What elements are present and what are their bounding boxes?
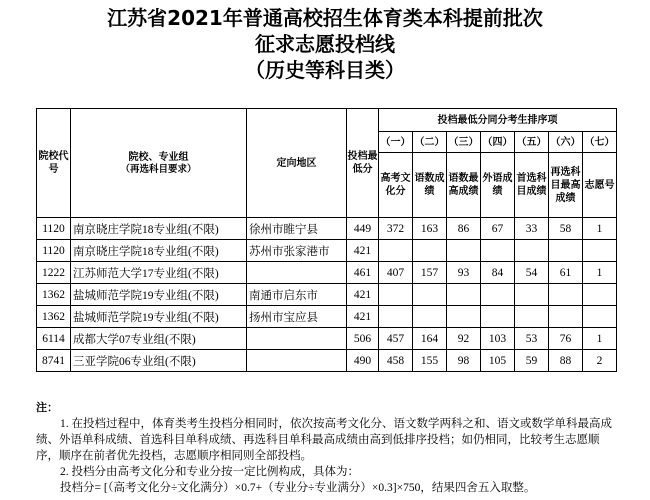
notes-heading: 注：	[36, 401, 58, 414]
cell-code: 8741	[37, 350, 71, 372]
cell-c7: 1	[583, 328, 617, 350]
header-rank: （二）	[413, 132, 447, 153]
cell-c3	[447, 240, 481, 262]
cell-c4: 105	[481, 350, 515, 372]
cell-c7	[583, 306, 617, 328]
header-item: 外语成绩	[481, 153, 515, 218]
cell-score: 449	[347, 218, 379, 240]
table-row	[37, 284, 617, 306]
cell-c4: 84	[481, 262, 515, 284]
header-region: 定向地区	[247, 109, 347, 218]
note-formula: 投档分= [（高考文化分÷文化满分）×0.7+（专业分÷专业满分）×0.3]×750，结果四舍五入取整。	[60, 482, 536, 494]
cell-c1	[379, 240, 413, 262]
cell-code: 1222	[37, 262, 71, 284]
cell-c6: 88	[549, 350, 583, 372]
cell-c2: 164	[413, 328, 447, 350]
cell-c6: 76	[549, 328, 583, 350]
cell-region: 扬州市宝应县	[247, 306, 347, 328]
cell-region	[247, 262, 347, 284]
cell-school: 江苏师范大学17专业组(不限)	[71, 262, 247, 284]
cell-score: 461	[347, 262, 379, 284]
cell-c5: 59	[515, 350, 549, 372]
cell-c1: 457	[379, 328, 413, 350]
header-min-score: 投档最低分	[347, 109, 379, 218]
table-row	[37, 328, 617, 350]
cell-c2: 155	[413, 350, 447, 372]
cell-c4	[481, 284, 515, 306]
cell-school: 南京晓庄学院18专业组(不限)	[71, 218, 247, 240]
cell-score: 421	[347, 306, 379, 328]
cell-c5	[515, 306, 549, 328]
cell-c6: 58	[549, 218, 583, 240]
cell-score: 421	[347, 284, 379, 306]
cell-c5: 33	[515, 218, 549, 240]
cell-c7: 1	[583, 262, 617, 284]
cell-c4	[481, 240, 515, 262]
cell-c1: 407	[379, 262, 413, 284]
header-rank: （一）	[379, 132, 413, 153]
header-item: 高考文化分	[379, 153, 413, 218]
cell-c4: 103	[481, 328, 515, 350]
cell-c5: 53	[515, 328, 549, 350]
cell-c3	[447, 284, 481, 306]
cell-school: 盐城师范学院19专业组(不限)	[71, 306, 247, 328]
cell-code: 1362	[37, 306, 71, 328]
cell-code: 1120	[37, 218, 71, 240]
header-rank: （四）	[481, 132, 515, 153]
cell-c4: 67	[481, 218, 515, 240]
cell-c6: 61	[549, 262, 583, 284]
header-item: 语数最高成绩	[447, 153, 481, 218]
note-1: 1. 在投档过程中，体育类考生投档分相同时，依次按高考文化分、语文数学两科之和、语文或数学单科最高成绩、外语单科成绩、首选科目单科成绩、再选科目单科最高成绩由高到低排序投档；如仍相同，比较考生志愿顺序，顺序在前者优先投档，志愿顺序相同则全部投档。	[36, 418, 612, 462]
cell-c3: 86	[447, 218, 481, 240]
notes-section	[36, 400, 620, 496]
cell-score: 506	[347, 328, 379, 350]
cell-c7: 1	[583, 218, 617, 240]
cell-region: 徐州市睢宁县	[247, 218, 347, 240]
title-line-1: 江苏省2021年普通高校招生体育类本科提前批次	[107, 6, 543, 30]
header-item: 再选科目最高成绩	[549, 153, 583, 218]
cell-school: 盐城师范学院19专业组(不限)	[71, 284, 247, 306]
header-rank: （六）	[549, 132, 583, 153]
header-school-label: 院校、专业组	[128, 151, 189, 163]
cell-c3: 93	[447, 262, 481, 284]
cell-c3: 98	[447, 350, 481, 372]
title-line-2: 征求志愿投档线	[255, 32, 395, 56]
note-2: 2. 投档分由高考文化分和专业分按一定比例构成，具体为：	[60, 466, 359, 478]
cell-code: 6114	[37, 328, 71, 350]
cell-school: 南京晓庄学院18专业组(不限)	[71, 240, 247, 262]
cell-code: 1362	[37, 284, 71, 306]
cell-c2: 157	[413, 262, 447, 284]
header-item: 语数成绩	[413, 153, 447, 218]
cell-c1	[379, 284, 413, 306]
cell-score: 490	[347, 350, 379, 372]
cell-score: 421	[347, 240, 379, 262]
cell-c6	[549, 306, 583, 328]
header-rank: （五）	[515, 132, 549, 153]
title-line-3: （历史等科目类）	[245, 58, 405, 82]
cell-c7	[583, 284, 617, 306]
cell-c1: 372	[379, 218, 413, 240]
cell-c2: 163	[413, 218, 447, 240]
cell-c7	[583, 240, 617, 262]
header-item: 志愿号	[583, 153, 617, 218]
table-row	[37, 240, 617, 262]
cell-c5	[515, 284, 549, 306]
header-school	[71, 109, 247, 218]
cell-c6	[549, 284, 583, 306]
cell-c3	[447, 306, 481, 328]
cell-region: 苏州市张家港市	[247, 240, 347, 262]
cell-c2	[413, 240, 447, 262]
cell-c4	[481, 306, 515, 328]
cell-c1	[379, 306, 413, 328]
header-item: 首选科目成绩	[515, 153, 549, 218]
header-ranking-group: 投档最低分同分考生排序项	[379, 109, 617, 132]
table-row	[37, 306, 617, 328]
header-school-sub: （再选科目要求）	[120, 163, 197, 175]
admission-score-table	[36, 108, 617, 372]
cell-region: 南通市启东市	[247, 284, 347, 306]
cell-c6	[549, 240, 583, 262]
cell-region	[247, 328, 347, 350]
table-row	[37, 350, 617, 372]
cell-school: 成都大学07专业组(不限)	[71, 328, 247, 350]
table-row	[37, 218, 617, 240]
header-code: 院校代号	[37, 109, 71, 218]
cell-c1: 458	[379, 350, 413, 372]
cell-c7: 2	[583, 350, 617, 372]
cell-code: 1120	[37, 240, 71, 262]
cell-c2	[413, 284, 447, 306]
cell-school: 三亚学院06专业组(不限)	[71, 350, 247, 372]
cell-region	[247, 350, 347, 372]
table-row	[37, 262, 617, 284]
header-rank: （七）	[583, 132, 617, 153]
header-rank: （三）	[447, 132, 481, 153]
cell-c2	[413, 306, 447, 328]
cell-c3: 92	[447, 328, 481, 350]
cell-c5	[515, 240, 549, 262]
cell-c5: 54	[515, 262, 549, 284]
